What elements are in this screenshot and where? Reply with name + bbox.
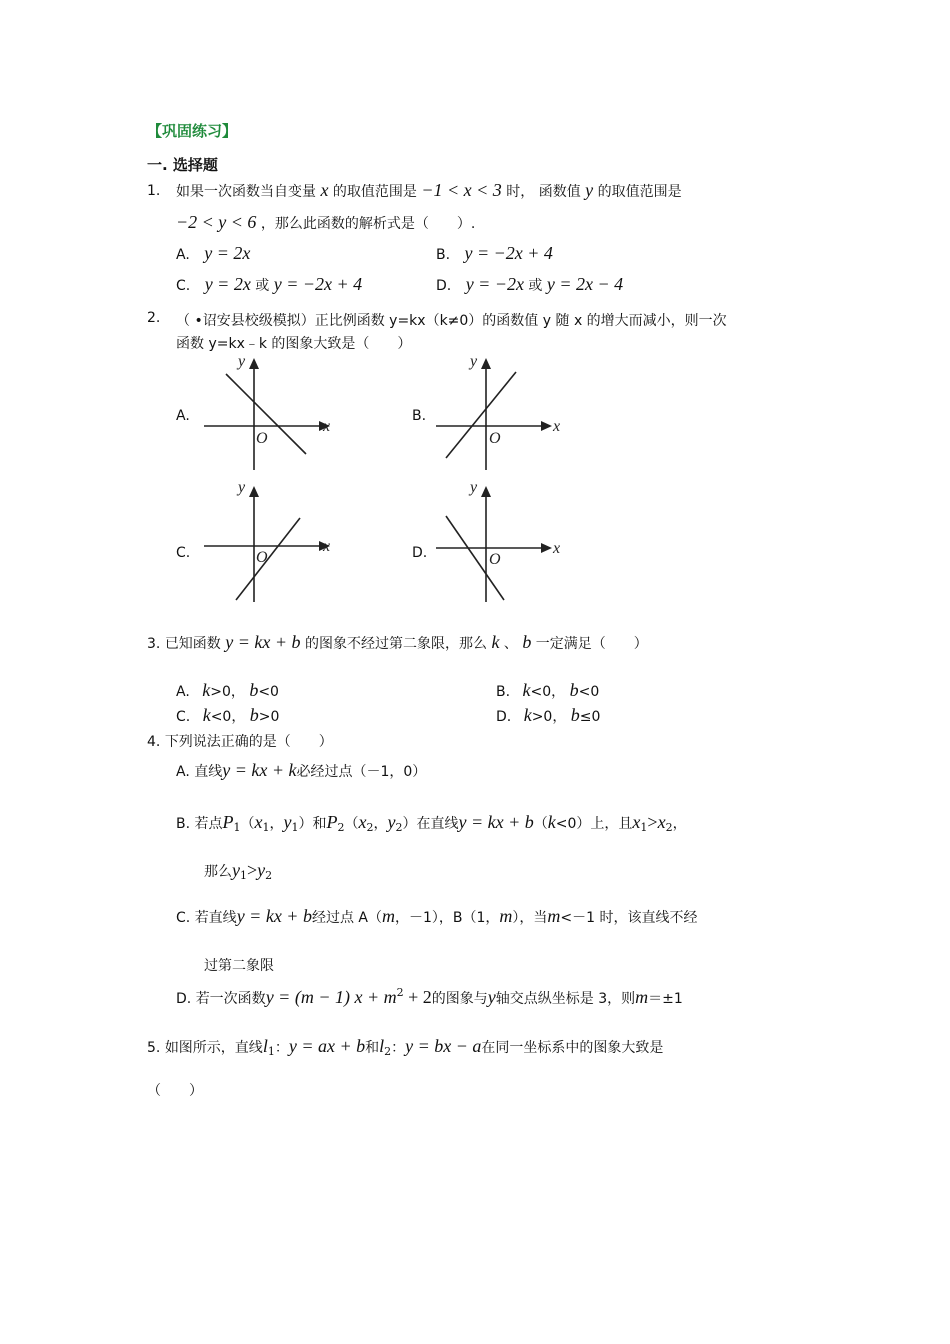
option-text: ，: [672, 816, 687, 832]
q1-option-a[interactable]: [176, 243, 250, 264]
option-rel: >0，: [531, 709, 567, 725]
point-p1: P: [222, 812, 234, 832]
option-text: ）在直线: [402, 816, 459, 832]
q5-stem-line2: （ ）: [147, 1083, 203, 1099]
q3-text1: 已知函数: [164, 636, 221, 652]
q5-text: ：: [274, 1040, 289, 1056]
q4-stem: [147, 731, 333, 751]
option-label: A.: [176, 684, 190, 700]
q1-var-x: x: [320, 180, 329, 200]
option-text: （: [344, 816, 359, 832]
q1-text4: 的取值范围是: [597, 184, 682, 200]
var-y2: y: [387, 812, 396, 832]
option-label: B.: [176, 816, 191, 832]
axis-y-label: y: [238, 353, 246, 370]
part-title: 一. 选择题: [147, 156, 218, 174]
var-m: m: [381, 906, 395, 926]
option-rel: <0，: [530, 684, 566, 700]
option-expr: y = 2x − 4: [546, 274, 624, 294]
var-y2: y: [257, 860, 266, 880]
q1-stem-line1: [176, 180, 682, 201]
option-expr: y = kx + b: [236, 906, 312, 926]
var-x2: x: [358, 812, 367, 832]
q5-text: 如图所示，直线: [164, 1040, 263, 1056]
var-m: m: [499, 906, 513, 926]
option-text: 经过点 A（: [311, 910, 382, 926]
option-text: 必经过点（－1，0）: [296, 764, 427, 780]
q1-text5: ，那么此函数的解析式是（ ）.: [260, 216, 476, 232]
axis-x-label: x: [323, 418, 331, 435]
q4-text: 下列说法正确的是（ ）: [164, 734, 333, 750]
q3-text3: 一定满足（ ）: [535, 636, 648, 652]
origin-label: O: [256, 430, 268, 447]
option-expr: y = −2x + 4: [464, 243, 553, 263]
q2-option-a-label[interactable]: A.: [176, 408, 190, 424]
option-text: 那么: [204, 864, 232, 880]
y-arrow-icon: [249, 358, 259, 369]
option-rel: ≤0: [579, 709, 601, 725]
q1-option-d[interactable]: [436, 274, 623, 295]
var-m: m: [635, 987, 649, 1007]
axis-x-label: x: [553, 540, 561, 557]
option-label: A.: [176, 764, 190, 780]
q5-text: ：: [391, 1040, 406, 1056]
line-l2: l: [379, 1036, 385, 1056]
var-x1: x: [632, 812, 641, 832]
y-arrow-icon: [481, 486, 491, 497]
subscript: 2: [384, 1045, 392, 1058]
option-k: k: [202, 705, 211, 725]
option-label: C.: [176, 278, 191, 294]
operator: >: [247, 860, 258, 880]
option-text: （: [533, 816, 548, 832]
var-y: y: [487, 987, 496, 1007]
q3-option-c[interactable]: [176, 705, 279, 726]
option-text: 的图象与: [431, 991, 488, 1007]
option-label: D.: [496, 709, 512, 725]
option-label: D.: [436, 278, 452, 294]
option-b: b: [249, 680, 259, 700]
subscript: 1: [233, 821, 241, 834]
option-label: D.: [176, 991, 192, 1007]
option-text: 直线: [194, 764, 223, 780]
q5-stem-line1: [147, 1036, 663, 1058]
axis-y-label: y: [238, 479, 246, 496]
q1-stem-line2: [176, 212, 475, 233]
q1-range-x: −1 < x < 3: [421, 180, 502, 200]
option-text: 轴交点纵坐标是 3，则: [495, 991, 636, 1007]
option-label: A.: [176, 247, 190, 263]
q2-graph-d[interactable]: [432, 476, 572, 606]
subscript: 1: [262, 821, 270, 834]
subscript: 2: [665, 821, 673, 834]
option-rel: <0: [258, 684, 279, 700]
var-x2: x: [657, 812, 666, 832]
graph-line: [236, 518, 300, 600]
q5-text: 在同一坐标系中的图象大致是: [481, 1040, 664, 1056]
axis-x-label: x: [323, 538, 331, 555]
q4-option-b-line2: [204, 860, 272, 882]
q1-option-c[interactable]: [176, 274, 362, 295]
subscript: 1: [240, 869, 247, 882]
q3-option-a[interactable]: [176, 680, 279, 701]
subscript: 1: [640, 821, 648, 834]
q4-option-a[interactable]: [176, 760, 426, 781]
option-b: b: [569, 680, 579, 700]
q5-expr1: y = ax + b: [288, 1036, 366, 1056]
q1-text1: 如果一次函数当自变量: [176, 184, 316, 200]
q3-expr: y = kx + b: [225, 632, 301, 652]
option-k: k: [523, 705, 532, 725]
option-expr: y = 2x: [204, 243, 251, 263]
var-x1: x: [254, 812, 263, 832]
option-expr: y = −2x: [465, 274, 524, 294]
option-text: ，: [269, 816, 284, 832]
var-m: m: [547, 906, 561, 926]
q4-option-d[interactable]: [176, 986, 683, 1008]
line-l1: l: [262, 1036, 268, 1056]
graph-line: [446, 372, 516, 458]
option-text: <－1 时，该直线不经: [560, 910, 698, 926]
option-b: b: [570, 705, 580, 725]
option-label: C.: [176, 910, 191, 926]
q3-stem: [147, 632, 648, 653]
q3-option-b[interactable]: [496, 680, 599, 701]
q1-range-y: −2 < y < 6: [176, 212, 257, 232]
option-or: 或: [255, 278, 270, 294]
q2-option-c-label[interactable]: C.: [176, 545, 191, 561]
option-b: b: [249, 705, 259, 725]
y-arrow-icon: [481, 358, 491, 369]
option-rel: >0: [258, 709, 280, 725]
q4-option-c-line1[interactable]: [176, 906, 698, 927]
q1-text2: 的取值范围是: [332, 184, 417, 200]
q2-graph-a[interactable]: [198, 352, 338, 474]
var-k: k: [547, 812, 556, 832]
option-or: 或: [528, 278, 543, 294]
x-arrow-icon: [541, 421, 552, 431]
option-text: 若点: [194, 816, 223, 832]
option-expr: y = kx + b: [458, 812, 534, 832]
option-expr: y = kx + k: [222, 760, 297, 780]
q3-k: k: [491, 632, 500, 652]
option-text: 若直线: [194, 910, 237, 926]
option-text: <0）上，且: [555, 816, 633, 832]
operator: >: [647, 812, 658, 832]
q2-stem-line1: （ •诏安县校级模拟）正比例函数 y=kx（k≠0）的函数值 y 随 x 的增大而减小，则一次: [176, 313, 727, 329]
option-text: ，－1），B（1，: [394, 910, 500, 926]
subscript: 1: [291, 821, 299, 834]
option-text: ），当: [512, 910, 548, 926]
origin-label: O: [256, 549, 268, 566]
option-text: ，: [373, 816, 388, 832]
superscript: 2: [396, 986, 404, 999]
q3-sep: 、: [503, 636, 518, 652]
option-text: ＝±1: [648, 991, 683, 1007]
option-text: （: [240, 816, 255, 832]
option-rel: >0，: [210, 684, 245, 700]
option-expr: + 2: [403, 987, 432, 1007]
option-label: B.: [496, 684, 511, 700]
point-p2: P: [326, 812, 338, 832]
axis-y-label: y: [470, 479, 478, 496]
q1-option-b[interactable]: [436, 243, 553, 264]
subscript: 2: [337, 821, 345, 834]
option-expr: y = (m − 1) x + m: [265, 987, 397, 1007]
subscript: 1: [267, 1045, 275, 1058]
q3-b: b: [522, 632, 532, 652]
q4-option-b-line1[interactable]: [176, 812, 687, 834]
q4-number: 4.: [147, 734, 161, 750]
q5-text: 和: [365, 1040, 380, 1056]
option-label: C.: [176, 709, 191, 725]
var-y1: y: [283, 812, 292, 832]
q4-option-c-line2: 过第二象限: [204, 958, 274, 974]
var-y1: y: [232, 860, 240, 880]
axis-y-label: y: [470, 353, 478, 370]
option-k: k: [522, 680, 531, 700]
q1-text3: 时， 函数值: [506, 184, 581, 200]
q3-number: 3.: [147, 636, 161, 652]
q2-number: 2.: [147, 310, 161, 326]
q2-option-d-label[interactable]: D.: [412, 545, 428, 561]
subscript: 2: [265, 869, 273, 882]
subscript: 2: [395, 821, 403, 834]
q2-stem-line2: 函数 y=kx﹣k 的图象大致是（ ）: [176, 336, 412, 352]
q5-number: 5.: [147, 1040, 161, 1056]
axis-x-label: x: [553, 418, 561, 435]
option-rel: <0: [578, 684, 600, 700]
origin-label: O: [489, 551, 501, 568]
origin-label: O: [489, 430, 501, 447]
section-title: 【巩固练习】: [147, 122, 238, 140]
option-text: ）和: [298, 816, 327, 832]
x-arrow-icon: [541, 543, 552, 553]
option-expr: y = −2x + 4: [273, 274, 363, 294]
option-rel: <0，: [210, 709, 246, 725]
q3-option-d[interactable]: [496, 705, 600, 726]
q2-graph-c[interactable]: [198, 476, 338, 606]
option-expr: y = 2x: [204, 274, 251, 294]
q5-expr2: y = bx − a: [405, 1036, 482, 1056]
option-text: 若一次函数: [195, 991, 266, 1007]
q1-var-y: y: [585, 180, 594, 200]
q3-text2: 的图象不经过第二象限，那么: [304, 636, 487, 652]
q2-graph-b[interactable]: [432, 352, 572, 474]
q1-number: 1.: [147, 183, 161, 199]
option-k: k: [202, 680, 211, 700]
subscript: 2: [366, 821, 374, 834]
q2-option-b-label[interactable]: B.: [412, 408, 427, 424]
y-arrow-icon: [249, 486, 259, 497]
option-label: B.: [436, 247, 451, 263]
